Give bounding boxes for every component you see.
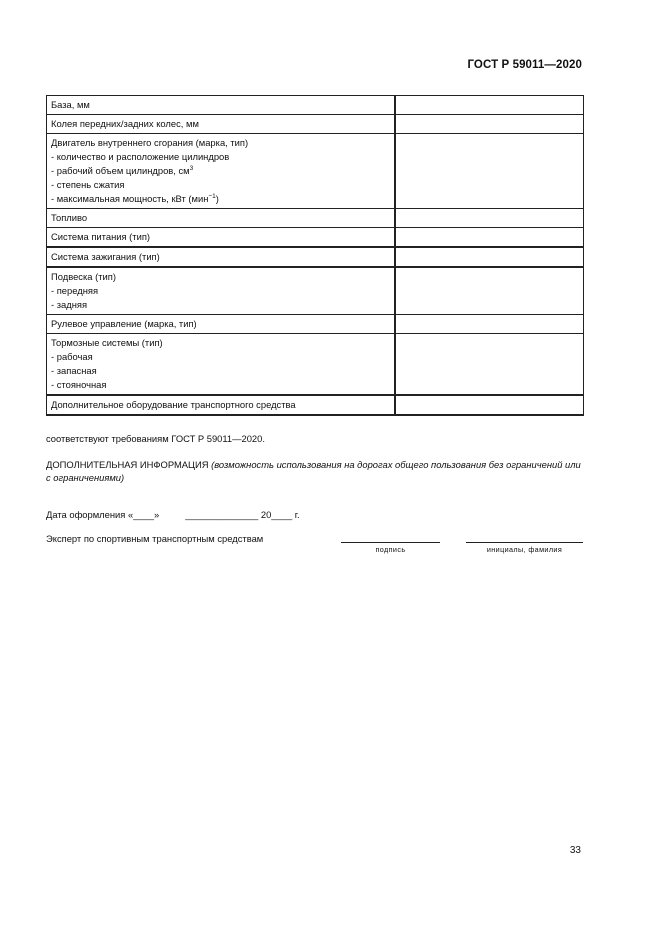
engine-displacement: - рабочий объем цилиндров, $см^3$	[51, 164, 194, 176]
signature-caption: подпись	[375, 545, 406, 554]
row-value-cell[interactable]	[395, 96, 584, 115]
additional-info-note: (возможность использования на дорогах общего пользования без ограничений или с ограничениями)	[46, 459, 581, 483]
table-row	[47, 334, 584, 396]
vehicle-spec-table	[46, 95, 584, 416]
engine-cylinders: - количество и расположение цилиндров	[51, 151, 230, 162]
table-row	[47, 267, 584, 315]
row-label: Топливо	[47, 209, 395, 228]
table-row	[47, 247, 584, 267]
initials-caption: инициалы, фамилия	[486, 545, 563, 554]
table-row	[47, 228, 584, 248]
engine-label: Двигатель внутреннего сгорания (марка, тип)	[51, 137, 249, 148]
row-value-cell[interactable]	[395, 209, 584, 228]
suspension-rear: - задняя	[51, 299, 88, 310]
suspension-front: - передняя	[51, 285, 99, 296]
brakes-parking: - стояночная	[51, 379, 107, 390]
initials-line[interactable]	[466, 542, 583, 543]
row-label: Рулевое управление (марка, тип)	[47, 315, 395, 334]
suspension-label: Подвеска (тип)	[51, 271, 116, 282]
row-label: Колея передних/задних колес, мм	[47, 115, 395, 134]
signature-line[interactable]	[341, 542, 440, 543]
issue-date-line[interactable]: Дата оформления «____» ______________ 20____ г.	[46, 509, 300, 520]
row-label-engine	[47, 134, 395, 209]
table-row	[47, 115, 584, 134]
engine-power: - максимальная мощность, кВт (мин$^{-1}$)	[51, 192, 219, 204]
brakes-spare: - запасная	[51, 365, 97, 376]
table-row	[47, 395, 584, 415]
table-row	[47, 209, 584, 228]
additional-info	[46, 458, 583, 484]
page-number: 33	[569, 845, 581, 856]
row-value-cell[interactable]	[395, 395, 584, 415]
brakes-service: - рабочая	[51, 351, 93, 362]
row-value-cell[interactable]	[395, 247, 584, 267]
row-value-cell[interactable]	[395, 267, 584, 315]
row-label: Система зажигания (тип)	[47, 247, 395, 267]
additional-info-title: ДОПОЛНИТЕЛЬНАЯ ИНФОРМАЦИЯ	[46, 459, 209, 470]
row-label-brakes	[47, 334, 395, 396]
expert-title: Эксперт по спортивным транспортным средствам	[46, 533, 264, 544]
brakes-label: Тормозные системы (тип)	[51, 337, 163, 348]
row-label: Система питания (тип)	[47, 228, 395, 248]
document-standard-header: ГОСТ Р 59011—2020	[467, 59, 582, 71]
row-label: База, мм	[47, 96, 395, 115]
table-row	[47, 134, 584, 209]
table-row	[47, 315, 584, 334]
table-row	[47, 96, 584, 115]
row-label-suspension	[47, 267, 395, 315]
compliance-statement: соответствуют требованиям ГОСТ Р 59011—2020.	[46, 433, 265, 444]
row-value-cell[interactable]	[395, 115, 584, 134]
row-label: Дополнительное оборудование транспортного средства	[47, 395, 395, 415]
engine-compression: - степень сжатия	[51, 179, 125, 190]
row-value-cell[interactable]	[395, 315, 584, 334]
row-value-cell[interactable]	[395, 228, 584, 248]
row-value-cell[interactable]	[395, 134, 584, 209]
row-value-cell[interactable]	[395, 334, 584, 396]
